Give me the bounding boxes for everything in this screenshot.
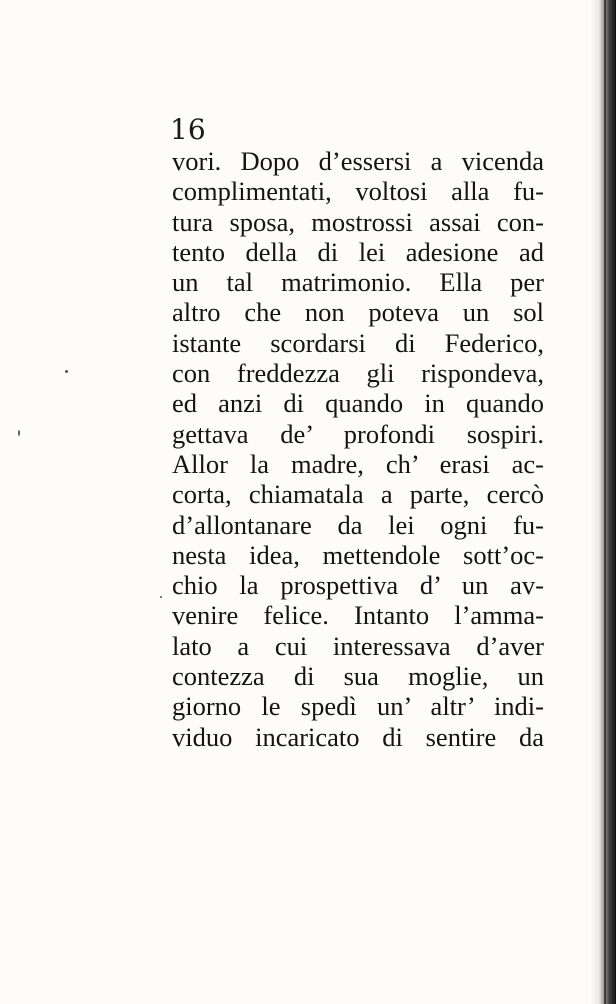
text-line: con freddezza gli rispondeva, bbox=[172, 358, 544, 389]
text-line: gettava de’ profondi sospiri. bbox=[172, 418, 544, 449]
text-line: Allor la madre, ch’ erasi ac- bbox=[172, 448, 544, 479]
page-number: 16 bbox=[170, 113, 206, 146]
binding-shadow bbox=[590, 0, 616, 1004]
text-line: venire felice. Intanto l’amma- bbox=[172, 600, 544, 631]
paper-speck bbox=[18, 430, 20, 436]
body-text bbox=[172, 146, 544, 752]
paper-speck bbox=[160, 596, 162, 598]
text-line: giorno le spedì un’ altr’ indi- bbox=[172, 691, 544, 722]
page-edge-line bbox=[604, 0, 606, 1004]
paper-speck bbox=[65, 370, 68, 373]
text-line: ed anzi di quando in quando bbox=[172, 388, 544, 419]
text-line: tento della di lei adesione ad bbox=[172, 236, 544, 267]
text-line: un tal matrimonio. Ella per bbox=[172, 267, 544, 298]
text-line: d’allontanare da lei ogni fu- bbox=[172, 509, 544, 540]
text-line: corta, chiamatala a parte, cercò bbox=[172, 479, 544, 510]
text-line: altro che non poteva un sol bbox=[172, 297, 544, 328]
text-line: contezza di sua moglie, un bbox=[172, 661, 544, 692]
text-line: vori. Dopo d’essersi a vicenda bbox=[172, 146, 544, 176]
text-line: tura sposa, mostrossi assai con- bbox=[172, 206, 544, 237]
text-line: viduo incaricato di sentire da bbox=[172, 721, 544, 752]
text-line: complimentati, voltosi alla fu- bbox=[172, 176, 544, 207]
text-line: chio la prospettiva d’ un av- bbox=[172, 570, 544, 601]
text-line: nesta idea, mettendole sott’oc- bbox=[172, 539, 544, 570]
text-line: lato a cui interessava d’aver bbox=[172, 630, 544, 661]
text-line: istante scordarsi di Federico, bbox=[172, 327, 544, 358]
